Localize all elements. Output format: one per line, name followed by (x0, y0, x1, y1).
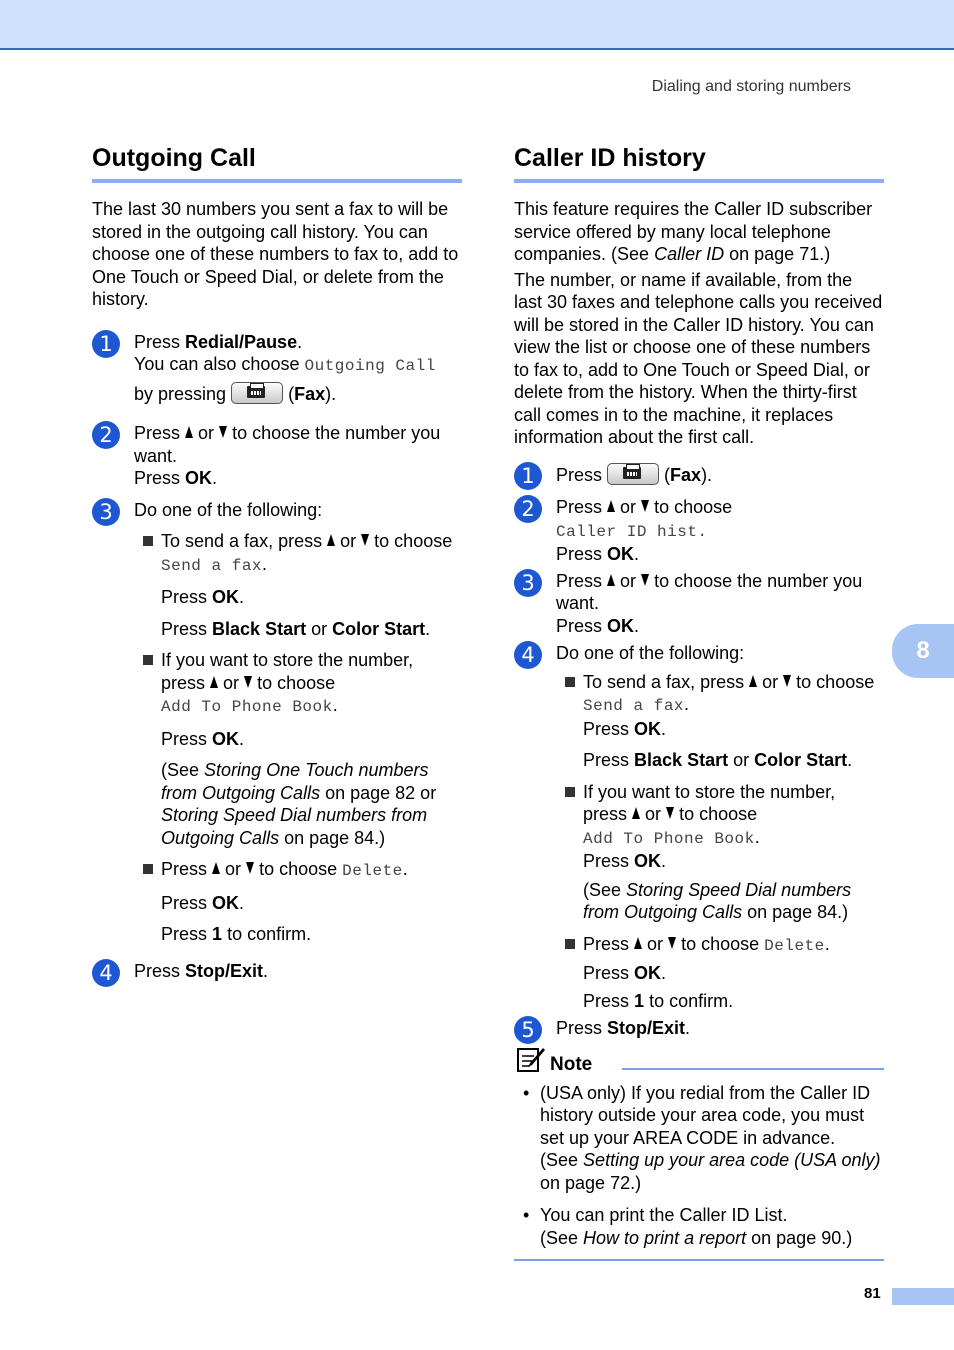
up-arrow-icon (749, 675, 757, 687)
step-2: 2 Press or to choose Caller ID hist. Press OK. (514, 496, 884, 566)
option-delete: Press or to choose Delete. (514, 933, 884, 958)
step-1: 1 Press (Fax). (514, 463, 884, 487)
down-arrow-icon (219, 426, 227, 438)
intro-paragraph-1: This feature requires the Caller ID subscriber service offered by many local telephone companies. (See Caller ID on page 71.) (514, 199, 873, 264)
up-arrow-icon (607, 500, 615, 512)
step-number: 3 (92, 498, 120, 526)
step-number: 2 (514, 495, 542, 523)
chapter-tab: 8 (892, 624, 954, 678)
bullet-square (565, 939, 575, 949)
step-2: 2 Press or to choose the number you want. Press OK. (92, 422, 462, 490)
step-1: 1 Press Redial/Pause. You can also choose Outgoing Call by pressing (Fax). (92, 331, 462, 406)
step-number: 5 (514, 1016, 542, 1044)
bullet-square (143, 536, 153, 546)
step-number: 4 (514, 641, 542, 669)
step-number: 1 (92, 330, 120, 358)
bullet-square (565, 677, 575, 687)
step-number: 1 (514, 462, 542, 490)
option-delete: Press or to choose Delete. (92, 858, 462, 883)
option-store-number: If you want to store the number, press or to choose Add To Phone Book. (92, 649, 462, 719)
step-number: 2 (92, 421, 120, 449)
section-title: Outgoing Call (92, 143, 462, 183)
section-title: Caller ID history (514, 143, 884, 183)
intro-paragraph-2: The number, or name if available, from the last 30 faxes and telephone calls you received will be stored in the Caller ID history. You can view the list or choose one of these numbers to fax to, add to One Touch or Speed Dial, or delete from the history. When the thirty-first call comes in to the machine, it replaces information about the first call. (514, 269, 883, 447)
down-arrow-icon (246, 862, 254, 874)
bullet-square (565, 787, 575, 797)
step-number: 4 (92, 959, 120, 987)
outgoing-call-section: Outgoing Call The last 30 numbers you sent a fax to will be stored in the outgoing call history. You can choose one of these numbers to fax to, add to One Touch or Speed Dial, or delete from the history. 1 Press Redial/Pause. You can also choose Outgoing Call by pressing (Fax). 2 Press or to choose the number you want. Press OK. 3 Do one of the following: To send a fax, press or to choose Send a fax. Press OK. Press Black Start or Color Start. If you want to store the number, press or to choose Add To Phone Book. Press OK. (See Storing One Touch numbers from Outgoing Calls on page 82 or Storing Speed Dial numbers from Outgoing Calls on page 84.) Press or to choose Delete. Press OK. Press 1 to confirm. 4 Press Stop/Exit. (92, 143, 462, 982)
down-arrow-icon (641, 500, 649, 512)
cross-reference: (See Storing Speed Dial numbers from Outgoing Calls on page 84.) (583, 879, 852, 922)
note-bullet-2: • You can print the Caller ID List. (See How to print a report on page 90.) (523, 1205, 853, 1248)
up-arrow-icon (632, 807, 640, 819)
step-5: 5 Press Stop/Exit. (514, 1017, 884, 1040)
down-arrow-icon (668, 937, 676, 949)
note-bullet-1: • (USA only) If you redial from the Caller ID history outside your area code, you must set up your AREA CODE in advance. (See Setting up your area code (USA only) on page 72.) (523, 1082, 881, 1193)
caller-id-history-section: Caller ID history This feature requires the Caller ID subscriber service offered by many local telephone companies. (See Caller ID on page 71.) The number, or name if available, from the last 30 faxes and telephone calls you received will be stored in the Caller ID history. You can view the list or choose one of these numbers to fax to, add to One Touch or Speed Dial, or delete from the history. When the thirty-first call comes in to the machine, it replaces information about the first call. 1 Press (Fax). 2 Press or to choose Caller ID hist. Press OK. 3 Press or to choose the number you want. Press OK. 4 Do one of the following: To send a fax, press or to choose Send a fax. Press OK. Press Black Start or Color Start. If you want to store the number, press or to choose Add To Phone Book. Press OK. (See Storing Speed Dial numbers from Outgoing Calls on page 84.) Press or to choose Delete. Press OK. Press 1 to confirm. 5 Press Stop/Exit. Note • (USA only) If you redial from the Caller ID history outside your area code, you must set up your AREA CODE in advance. (See Setting up your area code (USA only) on page 72.) • You can print the Caller ID List. (See How to print a report on page 90.) (514, 143, 884, 1261)
note-header (514, 1048, 884, 1080)
bullet-square (143, 864, 153, 874)
up-arrow-icon (210, 676, 218, 688)
step-number: 3 (514, 569, 542, 597)
intro-paragraph: The last 30 numbers you sent a fax to will be stored in the outgoing call history. You can choose one of these numbers to fax to, add to One Touch or Speed Dial, or delete from the history. (92, 199, 459, 309)
option-send-fax: To send a fax, press or to choose Send a fax. (92, 530, 462, 577)
note-title: Note (550, 1053, 593, 1075)
page-number-bar (892, 1288, 954, 1305)
step-3: 3 Do one of the following: (92, 499, 462, 522)
down-arrow-icon (641, 574, 649, 586)
fax-key-icon (231, 382, 283, 404)
up-arrow-icon (327, 534, 335, 546)
note-pencil-icon (516, 1046, 546, 1074)
cross-reference: (See Storing One Touch numbers from Outgoing Calls on page 82 or Storing Speed Dial numbers from Outgoing Calls on page 84.) (161, 760, 437, 848)
step-4: 4 Do one of the following: (514, 642, 884, 665)
redial-pause-key: Redial/Pause (185, 331, 298, 352)
up-arrow-icon (212, 862, 220, 874)
fax-key-icon (607, 463, 659, 485)
step-4: 4 Press Stop/Exit. (92, 960, 462, 983)
note-bottom-rule (514, 1259, 884, 1261)
option-send-fax: To send a fax, press or to choose Send a fax. Press OK. (514, 671, 884, 741)
down-arrow-icon (361, 534, 369, 546)
up-arrow-icon (607, 574, 615, 586)
step-3: 3 Press or to choose the number you want. Press OK. (514, 570, 884, 638)
option-store-number: If you want to store the number, press or to choose Add To Phone Book. Press OK. (514, 781, 884, 873)
bullet-square (143, 655, 153, 665)
running-head: Dialing and storing numbers (651, 78, 851, 95)
page-number: 81 (864, 1285, 881, 1302)
down-arrow-icon (783, 675, 791, 687)
up-arrow-icon (185, 426, 193, 438)
down-arrow-icon (666, 807, 674, 819)
down-arrow-icon (244, 676, 252, 688)
top-banner (0, 0, 954, 50)
menu-option: Outgoing Call (304, 357, 436, 375)
note-divider (622, 1068, 884, 1070)
up-arrow-icon (634, 937, 642, 949)
